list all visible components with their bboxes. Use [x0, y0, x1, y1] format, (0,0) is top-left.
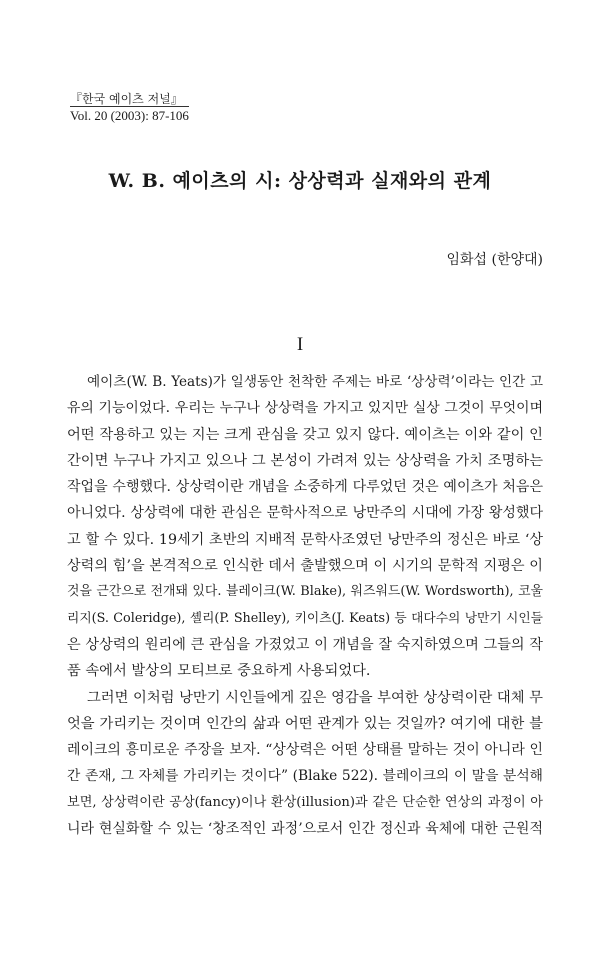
text-line: 간이면 누구나 가지고 있으나 그 본성이 가려져 있는 상상력을 가치 조명하는	[67, 452, 543, 469]
journal-volume: Vol. 20 (2003): 87-106	[70, 108, 189, 123]
journal-header	[70, 88, 189, 124]
text-line: 니라 현실화할 수 있는 ‘창조적인 과정’으로서 인간 정신과 육체에 대한 근원적	[67, 821, 543, 838]
text-line: 아니었다. 상상력에 대한 관심은 문학사적으로 낭만주의 시대에 가장 왕성했다	[67, 505, 543, 522]
article-title: W. B. 예이츠의 시: 상상력과 실재와의 관계	[108, 170, 492, 192]
text-line: 것을 근간으로 전개돼 있다. 블레이크(W. Blake), 워즈워드(W. Wordsworth), 코울	[67, 584, 543, 600]
author-affiliation: 임화섭 (한양대)	[446, 252, 543, 268]
text-line: 그러면 이처럼 낭만기 시인들에게 깊은 영감을 부여한 상상력이란 대체 무	[87, 689, 543, 706]
text-line: 고 할 수 있다. 19세기 초반의 지배적 문학사조였던 낭만주의 정신은 바로 ‘상	[67, 531, 543, 548]
text-line: 은 상상력의 원리에 큰 관심을 가졌었고 이 개념을 잘 숙지하였으며 그들의 작	[67, 636, 543, 653]
journal-name: 『한국 예이츠 저널』	[70, 92, 189, 107]
text-line: 간 존재, 그 자체를 가리키는 것이다” (Blake 522). 블레이크의 이 말을 분석해	[67, 768, 543, 785]
text-line: 품 속에서 발상의 모티브로 중요하게 사용되었다.	[67, 663, 371, 680]
text-line: 보면, 상상력이란 공상(fancy)이나 환상(illusion)과 같은 단순한 연상의 과정이 아	[67, 794, 543, 810]
text-line: 상력의 힘’을 본격적으로 인식한 데서 출발했으며 이 시기의 문학적 지평은 이	[67, 558, 543, 575]
text-line: 리지(S. Coleridge), 셸리(P. Shelley), 키이츠(J. Keats) 등 대다수의 낭만기 시인들	[67, 610, 543, 626]
text-line: 작업을 수행했다. 상상력이란 개념을 소중하게 다루었던 것은 예이츠가 처음은	[67, 479, 543, 496]
section-heading: I	[296, 334, 304, 355]
paragraph	[67, 369, 543, 685]
text-line: 엇을 가리키는 것이며 인간의 삶과 어떤 관계가 있는 것일까? 여기에 대한 블	[67, 715, 543, 732]
article-body	[67, 369, 543, 842]
text-line: 레이크의 흥미로운 주장을 보자. “상상력은 어떤 상태를 말하는 것이 아니라 인	[67, 742, 543, 759]
text-line: 예이츠(W. B. Yeats)가 일생동안 천착한 주제는 바로 ‘상상력’이라는 인간 고	[87, 374, 543, 390]
paragraph	[67, 685, 543, 843]
text-line: 유의 기능이었다. 우리는 누구나 상상력을 가지고 있지만 실상 그것이 무엇이며	[67, 400, 543, 417]
text-line: 어떤 작용하고 있는 지는 크게 관심을 갖고 있지 않다. 예이츠는 이와 같이 인	[67, 426, 543, 443]
